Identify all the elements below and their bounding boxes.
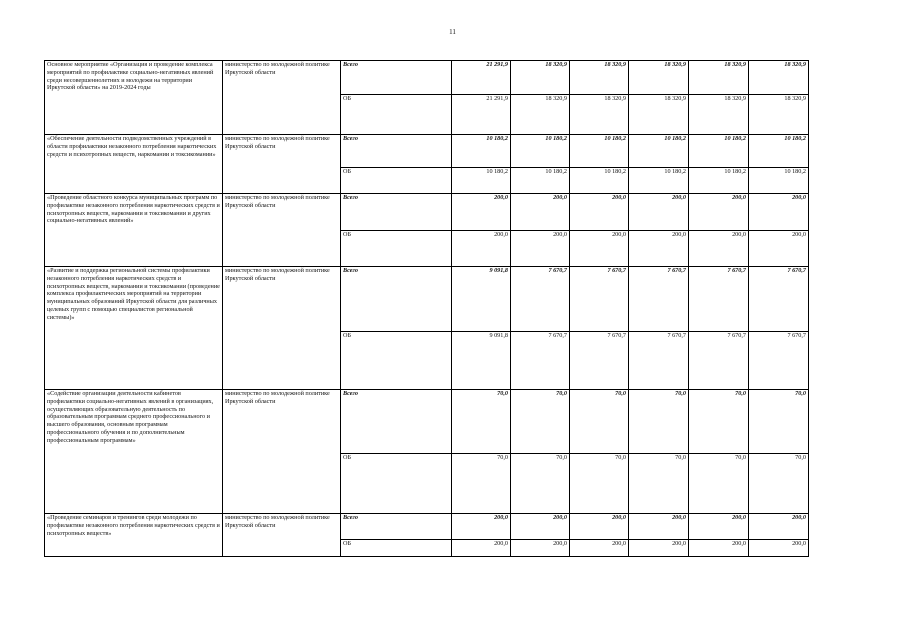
table-row: [45, 194, 809, 231]
measure-name: «Содействие организации деятельности кабинетов профилактики социально-негативных явлений в организациях, осуществляющих образовательную деятельность по образовательным программам среднего профессионального и высшего образования, основным программам профессионального обучения и по дополнительным профессиональным программам»: [45, 390, 223, 514]
measure-name: Основное мероприятие «Организация и проведение комплекса мероприятий по профилактике социально-негативных явлений среди несовершеннолетних и молодежи на территории Иркутской области» на 2019-2024 годы: [45, 61, 223, 135]
ob-value-cell: 70,0: [629, 454, 689, 514]
ob-value-cell: 10 180,2: [689, 168, 749, 194]
responsible-executor: министерство по молодежной политике Иркутской области: [223, 61, 341, 135]
total-value-cell: 10 180,2: [629, 135, 689, 168]
ob-value-cell: 200,0: [629, 231, 689, 267]
total-label: Всего: [341, 514, 452, 540]
measure-name: «Развитие и поддержка региональной системы профилактики незаконного потребления наркотических средств и психотропных веществ, наркомании и токсикомании (проведение комплекса профилактических мероприятий на территории муниципальных образований Иркутской области для различных целевых групп с помощью специалистов региональной системы)»: [45, 267, 223, 390]
total-value-cell: 7 670,7: [629, 267, 689, 332]
table-row: [45, 390, 809, 454]
ob-value-cell: 70,0: [749, 454, 809, 514]
ob-label: ОБ: [341, 231, 452, 267]
total-label: Всего: [341, 61, 452, 95]
table-row: [45, 135, 809, 168]
total-value-cell: 10 180,2: [570, 135, 629, 168]
responsible-executor: министерство по молодежной политике Иркутской области: [223, 194, 341, 267]
responsible-executor: министерство по молодежной политике Иркутской области: [223, 267, 341, 390]
ob-value-cell: 18 320,9: [689, 95, 749, 135]
measure-name: «Обеспечение деятельности подведомственных учреждений в области профилактики незаконного потребления наркотических средств и психотропных веществ, наркомании и токсикомании»: [45, 135, 223, 194]
table-row: [45, 61, 809, 95]
total-label: Всего: [341, 135, 452, 168]
ob-value-cell: 70,0: [689, 454, 749, 514]
total-value-cell: 18 320,9: [749, 61, 809, 95]
total-value-cell: 70,0: [749, 390, 809, 454]
total-value-cell: 7 670,7: [511, 267, 570, 332]
total-value-cell: 10 180,2: [749, 135, 809, 168]
ob-value-cell: 200,0: [689, 540, 749, 557]
ob-value-cell: 200,0: [452, 540, 511, 557]
ob-value-cell: 70,0: [511, 454, 570, 514]
total-value-cell: 200,0: [511, 194, 570, 231]
ob-value-cell: 200,0: [749, 231, 809, 267]
ob-value-cell: 18 320,9: [629, 95, 689, 135]
total-value-cell: 7 670,7: [689, 267, 749, 332]
ob-value-cell: 200,0: [689, 231, 749, 267]
ob-label: ОБ: [341, 454, 452, 514]
ob-value-cell: 10 180,2: [511, 168, 570, 194]
responsible-executor: министерство по молодежной политике Иркутской области: [223, 514, 341, 557]
ob-value-cell: 200,0: [511, 540, 570, 557]
total-value-cell: 18 320,9: [511, 61, 570, 95]
total-value-cell: 200,0: [689, 514, 749, 540]
responsible-executor: министерство по молодежной политике Иркутской области: [223, 135, 341, 194]
total-value-cell: 10 180,2: [689, 135, 749, 168]
ob-value-cell: 200,0: [452, 231, 511, 267]
total-value-cell: 70,0: [452, 390, 511, 454]
total-value-cell: 18 320,9: [570, 61, 629, 95]
total-label: Всего: [341, 390, 452, 454]
table-row: [45, 267, 809, 332]
total-value-cell: 7 670,7: [749, 267, 809, 332]
total-value-cell: 10 180,2: [511, 135, 570, 168]
ob-value-cell: 10 180,2: [570, 168, 629, 194]
total-value-cell: 10 180,2: [452, 135, 511, 168]
total-value-cell: 200,0: [511, 514, 570, 540]
measure-name: «Проведение семинаров и тренингов среди молодежи по профилактике незаконного потребления наркотических средств и психотропных веществ»: [45, 514, 223, 557]
ob-value-cell: 7 670,7: [511, 332, 570, 390]
ob-value-cell: 7 670,7: [749, 332, 809, 390]
ob-label: ОБ: [341, 332, 452, 390]
total-value-cell: 7 670,7: [570, 267, 629, 332]
ob-value-cell: 18 320,9: [570, 95, 629, 135]
ob-value-cell: 9 091,8: [452, 332, 511, 390]
total-value-cell: 200,0: [749, 194, 809, 231]
ob-value-cell: 18 320,9: [749, 95, 809, 135]
ob-value-cell: 200,0: [570, 540, 629, 557]
ob-value-cell: 7 670,7: [629, 332, 689, 390]
total-value-cell: 200,0: [570, 514, 629, 540]
ob-value-cell: 200,0: [570, 231, 629, 267]
total-label: Всего: [341, 267, 452, 332]
total-value-cell: 200,0: [629, 194, 689, 231]
table-body: [45, 61, 809, 557]
ob-label: ОБ: [341, 540, 452, 557]
ob-value-cell: 7 670,7: [689, 332, 749, 390]
total-value-cell: 18 320,9: [689, 61, 749, 95]
ob-label: ОБ: [341, 168, 452, 194]
ob-label: ОБ: [341, 95, 452, 135]
ob-value-cell: 200,0: [629, 540, 689, 557]
ob-value-cell: 70,0: [570, 454, 629, 514]
measure-name: «Проведение областного конкурса муниципальных программ по профилактике незаконного потребления наркотических средств и психотропных веществ, наркомании и токсикомании и других социально-негативных явлений»: [45, 194, 223, 267]
total-value-cell: 200,0: [689, 194, 749, 231]
ob-value-cell: 10 180,2: [629, 168, 689, 194]
budget-table: [44, 60, 809, 557]
page-number: 11: [449, 28, 456, 36]
total-value-cell: 200,0: [629, 514, 689, 540]
total-value-cell: 9 091,8: [452, 267, 511, 332]
total-value-cell: 200,0: [749, 514, 809, 540]
ob-value-cell: 200,0: [749, 540, 809, 557]
table-row: [45, 514, 809, 540]
total-value-cell: 21 291,9: [452, 61, 511, 95]
total-value-cell: 70,0: [570, 390, 629, 454]
responsible-executor: министерство по молодежной политике Иркутской области: [223, 390, 341, 514]
total-value-cell: 70,0: [511, 390, 570, 454]
ob-value-cell: 18 320,9: [511, 95, 570, 135]
ob-value-cell: 21 291,9: [452, 95, 511, 135]
ob-value-cell: 200,0: [511, 231, 570, 267]
total-label: Всего: [341, 194, 452, 231]
total-value-cell: 70,0: [629, 390, 689, 454]
total-value-cell: 18 320,9: [629, 61, 689, 95]
total-value-cell: 70,0: [689, 390, 749, 454]
ob-value-cell: 7 670,7: [570, 332, 629, 390]
total-value-cell: 200,0: [570, 194, 629, 231]
total-value-cell: 200,0: [452, 194, 511, 231]
ob-value-cell: 10 180,2: [452, 168, 511, 194]
total-value-cell: 200,0: [452, 514, 511, 540]
ob-value-cell: 10 180,2: [749, 168, 809, 194]
ob-value-cell: 70,0: [452, 454, 511, 514]
